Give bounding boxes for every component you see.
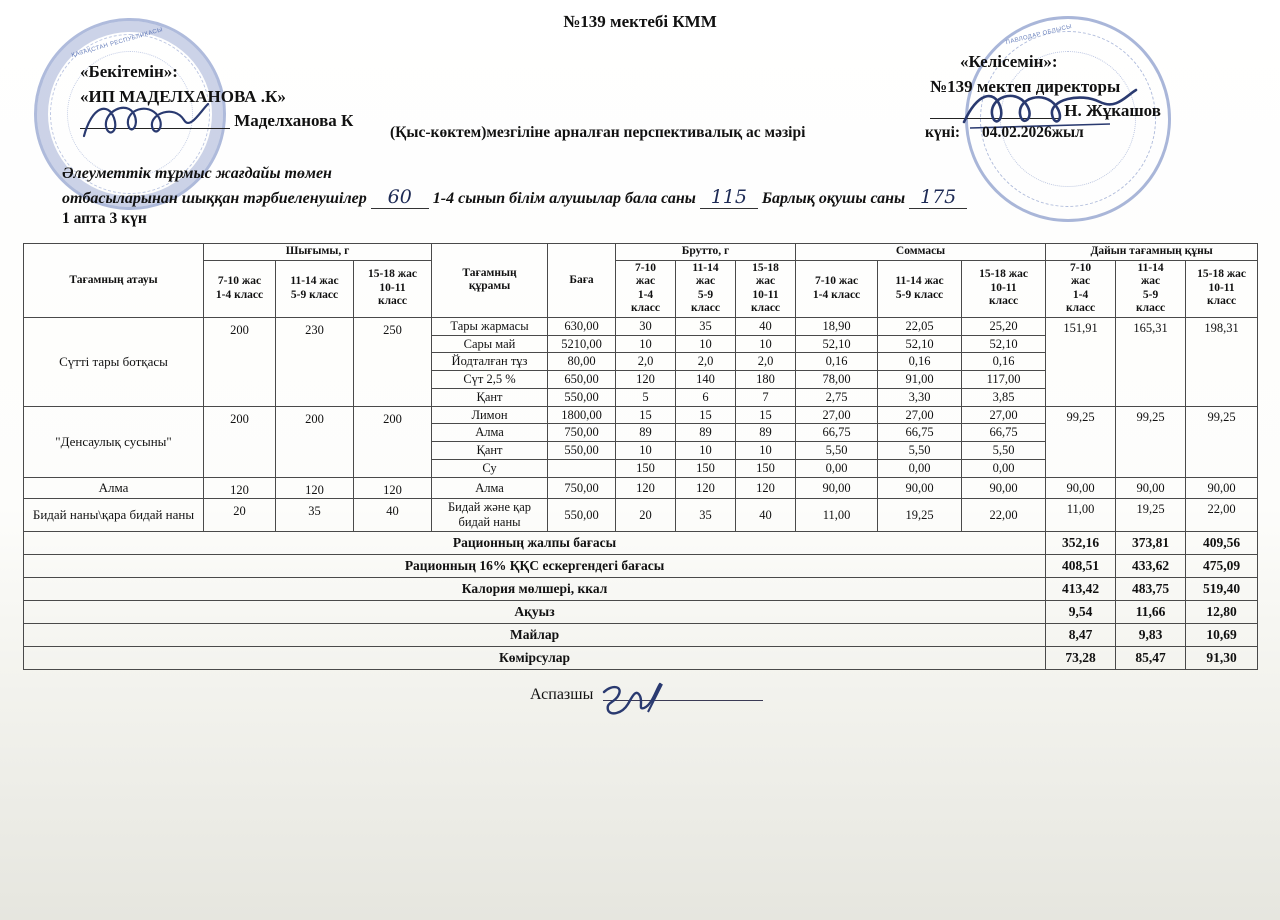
count-low-income-value: 60 xyxy=(371,188,429,209)
cell-price: 750,00 xyxy=(548,477,616,499)
th-composition xyxy=(432,244,548,318)
header-row-subgroup xyxy=(24,260,1258,317)
cell-output-2: 120 xyxy=(354,477,432,499)
cell-brutto-1: 2,0 xyxy=(676,353,736,371)
summary-value-1: 85,47 xyxy=(1116,646,1186,669)
cell-sum-0: 18,90 xyxy=(796,317,878,335)
cell-component: Су xyxy=(432,459,548,477)
approval-left-person: Маделханова К xyxy=(234,111,354,131)
summary-row xyxy=(24,554,1258,577)
th-output-7-10-age: 7-10 жас xyxy=(217,275,262,288)
cell-component: Алма xyxy=(432,424,548,442)
cell-output-1: 230 xyxy=(276,317,354,406)
cell-ready-cost-0: 151,91 xyxy=(1046,317,1116,406)
cell-ready-cost-1: 19,25 xyxy=(1116,499,1186,532)
summary-value-2: 91,30 xyxy=(1186,646,1258,669)
summary-row xyxy=(24,577,1258,600)
cell-dish-name: Сүтті тары ботқасы xyxy=(24,317,204,406)
cell-brutto-2: 180 xyxy=(736,371,796,389)
approval-left-block xyxy=(80,60,353,134)
th-sum-15-18 xyxy=(962,260,1046,317)
cell-ready-cost-0: 11,00 xyxy=(1046,499,1116,532)
cell-sum-0: 78,00 xyxy=(796,371,878,389)
cell-brutto-2: 2,0 xyxy=(736,353,796,371)
social-note-block xyxy=(62,162,967,212)
approval-right-block xyxy=(930,50,1161,124)
th-brutto-7-10-zhas: жас xyxy=(635,275,656,288)
cell-output-2: 200 xyxy=(354,406,432,477)
social-note-line2 xyxy=(62,187,967,212)
th-brutto-15-18-zhas: жас xyxy=(755,275,776,288)
th-sum-15-18-class: 10-11 xyxy=(990,281,1017,294)
summary-value-2: 475,09 xyxy=(1186,554,1258,577)
cell-component: Бидай және қар бидай наны xyxy=(432,499,548,532)
th-sum-group: Соммасы xyxy=(796,244,1046,261)
th-ready-7-10-klass: класс xyxy=(1066,302,1096,315)
th-ready-11-14 xyxy=(1116,260,1186,317)
cell-brutto-0: 30 xyxy=(616,317,676,335)
cell-sum-1: 5,50 xyxy=(878,442,962,460)
cell-brutto-2: 150 xyxy=(736,459,796,477)
cell-sum-2: 0,00 xyxy=(962,459,1046,477)
th-output-15-18-class: 10-11 xyxy=(379,281,406,294)
th-ready-11-14-age: 11-14 xyxy=(1137,261,1164,274)
cell-dish-name: "Денсаулық сусыны" xyxy=(24,406,204,477)
cell-sum-1: 3,30 xyxy=(878,388,962,406)
summary-row xyxy=(24,600,1258,623)
cell-brutto-2: 120 xyxy=(736,477,796,499)
cell-sum-0: 2,75 xyxy=(796,388,878,406)
cell-price: 750,00 xyxy=(548,424,616,442)
cell-ready-cost-1: 99,25 xyxy=(1116,406,1186,477)
cell-price: 650,00 xyxy=(548,371,616,389)
th-brutto-7-10-age: 7-10 xyxy=(634,261,657,274)
cell-sum-1: 19,25 xyxy=(878,499,962,532)
cell-brutto-1: 150 xyxy=(676,459,736,477)
menu-subtitle: (Қыс-көктем)мезгіліне арналған перспективалық ас мәзірі xyxy=(390,124,806,141)
th-output-15-18 xyxy=(354,260,432,317)
th-sum-15-18-age: 15-18 жас xyxy=(979,268,1028,281)
th-sum-11-14-class: 5-9 класс xyxy=(895,288,944,301)
th-ready-7-10-class: 1-4 xyxy=(1072,288,1089,301)
header-row-group xyxy=(24,244,1258,261)
cell-brutto-0: 150 xyxy=(616,459,676,477)
cook-signature-line xyxy=(603,686,763,701)
th-brutto-15-18 xyxy=(736,260,796,317)
th-composition-l2: құрамы xyxy=(468,280,511,293)
th-output-11-14-age: 11-14 жас xyxy=(290,275,339,288)
cell-output-0: 20 xyxy=(204,499,276,532)
cell-brutto-0: 10 xyxy=(616,442,676,460)
th-sum-7-10-class: 1-4 класс xyxy=(812,288,861,301)
cell-output-2: 40 xyxy=(354,499,432,532)
social-note-line1: Әлеуметтік тұрмыс жағдайы төмен xyxy=(62,165,332,182)
cell-price: 630,00 xyxy=(548,317,616,335)
menu-table-wrapper xyxy=(23,243,1257,670)
th-brutto-15-18-age: 15-18 xyxy=(752,261,779,274)
th-brutto-7-10 xyxy=(616,260,676,317)
count-grades-1-4-value: 115 xyxy=(700,188,758,209)
th-brutto-11-14-age: 11-14 xyxy=(692,261,719,274)
cell-ready-cost-0: 99,25 xyxy=(1046,406,1116,477)
cell-brutto-2: 7 xyxy=(736,388,796,406)
summary-value-2: 12,80 xyxy=(1186,600,1258,623)
th-sum-11-14 xyxy=(878,260,962,317)
summary-label: Калория мөлшері, ккал xyxy=(24,577,1046,600)
th-composition-l1: Тағамның xyxy=(462,266,517,279)
cell-component: Сары май xyxy=(432,335,548,353)
th-sum-7-10 xyxy=(796,260,878,317)
cell-sum-2: 25,20 xyxy=(962,317,1046,335)
th-brutto-15-18-klass: класс xyxy=(751,302,781,315)
cell-sum-0: 90,00 xyxy=(796,477,878,499)
th-brutto-7-10-class: 1-4 xyxy=(637,288,654,301)
summary-value-1: 483,75 xyxy=(1116,577,1186,600)
cell-sum-2: 0,16 xyxy=(962,353,1046,371)
cell-component: Сүт 2,5 % xyxy=(432,371,548,389)
cell-sum-1: 66,75 xyxy=(878,424,962,442)
cell-component: Йодталған тұз xyxy=(432,353,548,371)
cell-sum-1: 0,00 xyxy=(878,459,962,477)
th-ready-15-18-klass: класс xyxy=(1207,295,1237,308)
summary-value-0: 408,51 xyxy=(1046,554,1116,577)
cell-output-1: 200 xyxy=(276,406,354,477)
date-block xyxy=(925,124,1084,142)
cell-sum-1: 22,05 xyxy=(878,317,962,335)
cell-brutto-0: 10 xyxy=(616,335,676,353)
th-output-group: Шығымы, г xyxy=(204,244,432,261)
cell-brutto-1: 140 xyxy=(676,371,736,389)
th-ready-11-14-klass: класс xyxy=(1136,302,1166,315)
stamp-left-text: ҚАЗАҚСТАН РЕСПУБЛИКАСЫ xyxy=(71,27,164,59)
th-brutto-7-10-klass: класс xyxy=(630,302,661,315)
cell-brutto-1: 10 xyxy=(676,442,736,460)
cell-price: 1800,00 xyxy=(548,406,616,424)
date-value: 04.02.2026жыл xyxy=(981,124,1084,141)
summary-value-1: 9,83 xyxy=(1116,623,1186,646)
cell-ready-cost-1: 165,31 xyxy=(1116,317,1186,406)
cell-sum-1: 27,00 xyxy=(878,406,962,424)
menu-table-head xyxy=(24,244,1258,318)
cell-sum-2: 66,75 xyxy=(962,424,1046,442)
signature-line-right xyxy=(930,103,1060,119)
th-ready-11-14-class: 5-9 xyxy=(1142,288,1159,301)
cell-output-1: 35 xyxy=(276,499,354,532)
th-price: Баға xyxy=(548,244,616,318)
cell-brutto-1: 10 xyxy=(676,335,736,353)
cell-sum-0: 66,75 xyxy=(796,424,878,442)
summary-row xyxy=(24,646,1258,669)
th-brutto-15-18-class: 10-11 xyxy=(752,288,779,301)
cell-dish-name: Бидай наны\қара бидай наны xyxy=(24,499,204,532)
cell-ready-cost-0: 90,00 xyxy=(1046,477,1116,499)
th-ready-15-18-class: 10-11 xyxy=(1208,281,1235,294)
cell-price: 550,00 xyxy=(548,388,616,406)
summary-label: Көмірсулар xyxy=(24,646,1046,669)
cell-brutto-1: 6 xyxy=(676,388,736,406)
approval-right-heading: «Келісемін»: xyxy=(960,52,1058,71)
cell-sum-2: 90,00 xyxy=(962,477,1046,499)
cell-brutto-0: 20 xyxy=(616,499,676,532)
cell-sum-1: 52,10 xyxy=(878,335,962,353)
summary-value-1: 373,81 xyxy=(1116,531,1186,554)
menu-table-body xyxy=(24,317,1258,531)
cell-sum-2: 5,50 xyxy=(962,442,1046,460)
summary-value-0: 73,28 xyxy=(1046,646,1116,669)
th-output-7-10 xyxy=(204,260,276,317)
cell-brutto-1: 89 xyxy=(676,424,736,442)
cell-sum-2: 27,00 xyxy=(962,406,1046,424)
menu-table-foot xyxy=(24,531,1258,669)
th-output-7-10-class: 1-4 класс xyxy=(215,288,264,301)
summary-value-2: 519,40 xyxy=(1186,577,1258,600)
table-row xyxy=(24,317,1258,335)
cell-sum-1: 91,00 xyxy=(878,371,962,389)
stamp-right-text: ПАВЛОДАР ОБЛЫСЫ xyxy=(1005,23,1073,47)
approval-right-person: Н. Жұкашов xyxy=(1064,101,1161,121)
th-ready-15-18-age: 15-18 жас xyxy=(1197,268,1247,281)
summary-value-2: 409,56 xyxy=(1186,531,1258,554)
cell-ready-cost-2: 22,00 xyxy=(1186,499,1258,532)
summary-value-2: 10,69 xyxy=(1186,623,1258,646)
cell-dish-name: Алма xyxy=(24,477,204,499)
cell-price: 550,00 xyxy=(548,442,616,460)
th-sum-11-14-age: 11-14 жас xyxy=(895,275,944,288)
th-sum-7-10-age: 7-10 жас xyxy=(814,275,859,288)
cell-brutto-2: 89 xyxy=(736,424,796,442)
social-note-text-b: 1-4 сынып білім алушылар бала саны xyxy=(432,189,696,207)
cell-sum-0: 11,00 xyxy=(796,499,878,532)
cell-brutto-1: 35 xyxy=(676,499,736,532)
th-dish-name: Тағамның атауы xyxy=(24,244,204,318)
summary-value-1: 433,62 xyxy=(1116,554,1186,577)
th-ready-11-14-zhas: жас xyxy=(1140,275,1161,288)
cell-output-0: 200 xyxy=(204,406,276,477)
summary-value-1: 11,66 xyxy=(1116,600,1186,623)
social-note-text-a: отбасыларынан шыққан тәрбиеленушілер xyxy=(62,189,367,207)
signature-line-left xyxy=(80,112,230,129)
menu-table xyxy=(23,243,1258,670)
approval-left-org: «ИП МАДЕЛХАНОВА .К» xyxy=(80,86,286,106)
cell-ready-cost-2: 99,25 xyxy=(1186,406,1258,477)
cell-brutto-1: 15 xyxy=(676,406,736,424)
count-total-value: 175 xyxy=(909,188,967,209)
cook-signature-block xyxy=(530,686,763,704)
cell-component: Тары жармасы xyxy=(432,317,548,335)
summary-label: Майлар xyxy=(24,623,1046,646)
th-ready-cost-group: Дайын тағамның құны xyxy=(1046,244,1258,261)
cell-brutto-2: 40 xyxy=(736,317,796,335)
cell-ready-cost-2: 90,00 xyxy=(1186,477,1258,499)
summary-row xyxy=(24,531,1258,554)
social-note-text-c: Барлық оқушы саны xyxy=(761,189,906,207)
week-note: 1 апта 3 күн xyxy=(62,210,147,227)
cell-sum-0: 5,50 xyxy=(796,442,878,460)
cell-sum-0: 52,10 xyxy=(796,335,878,353)
th-output-15-18-age: 15-18 жас xyxy=(368,268,417,281)
cell-brutto-0: 89 xyxy=(616,424,676,442)
cell-brutto-0: 2,0 xyxy=(616,353,676,371)
summary-label: Рационның жалпы бағасы xyxy=(24,531,1046,554)
cell-brutto-2: 15 xyxy=(736,406,796,424)
approval-left-heading: «Бекітемін»: xyxy=(80,62,178,81)
th-sum-15-18-klass: класс xyxy=(989,295,1019,308)
cell-sum-0: 0,16 xyxy=(796,353,878,371)
th-brutto-11-14-class: 5-9 xyxy=(697,288,714,301)
approval-right-org: №139 мектеп директоры xyxy=(930,76,1121,96)
cell-component: Қант xyxy=(432,442,548,460)
cell-price: 80,00 xyxy=(548,353,616,371)
cook-label: Аспазшы xyxy=(530,686,594,703)
date-label: күні: xyxy=(925,124,961,141)
th-output-15-18-klass: класс xyxy=(377,295,408,308)
cell-brutto-0: 15 xyxy=(616,406,676,424)
cell-brutto-2: 10 xyxy=(736,335,796,353)
cell-price xyxy=(548,459,616,477)
table-row xyxy=(24,499,1258,532)
cell-component: Қант xyxy=(432,388,548,406)
th-ready-7-10-zhas: жас xyxy=(1070,275,1091,288)
cell-output-1: 120 xyxy=(276,477,354,499)
cell-output-0: 120 xyxy=(204,477,276,499)
cell-ready-cost-2: 198,31 xyxy=(1186,317,1258,406)
cell-output-2: 250 xyxy=(354,317,432,406)
table-row xyxy=(24,477,1258,499)
th-brutto-11-14 xyxy=(676,260,736,317)
cell-sum-1: 0,16 xyxy=(878,353,962,371)
summary-label: Ақуыз xyxy=(24,600,1046,623)
cell-sum-2: 117,00 xyxy=(962,371,1046,389)
summary-row xyxy=(24,623,1258,646)
cell-ready-cost-1: 90,00 xyxy=(1116,477,1186,499)
cell-brutto-0: 5 xyxy=(616,388,676,406)
cell-component: Лимон xyxy=(432,406,548,424)
cell-sum-0: 27,00 xyxy=(796,406,878,424)
cell-brutto-0: 120 xyxy=(616,477,676,499)
th-ready-15-18 xyxy=(1186,260,1258,317)
th-ready-7-10-age: 7-10 xyxy=(1070,261,1092,274)
th-brutto-11-14-klass: класс xyxy=(690,302,721,315)
th-output-11-14 xyxy=(276,260,354,317)
cell-sum-2: 22,00 xyxy=(962,499,1046,532)
summary-value-0: 413,42 xyxy=(1046,577,1116,600)
cell-brutto-2: 10 xyxy=(736,442,796,460)
cell-sum-2: 52,10 xyxy=(962,335,1046,353)
cell-brutto-2: 40 xyxy=(736,499,796,532)
cell-brutto-1: 120 xyxy=(676,477,736,499)
cell-sum-2: 3,85 xyxy=(962,388,1046,406)
cell-brutto-0: 120 xyxy=(616,371,676,389)
cell-price: 550,00 xyxy=(548,499,616,532)
th-ready-7-10 xyxy=(1046,260,1116,317)
table-row xyxy=(24,406,1258,424)
cell-sum-0: 0,00 xyxy=(796,459,878,477)
th-output-11-14-class: 5-9 класс xyxy=(290,288,339,301)
th-brutto-group: Брутто, г xyxy=(616,244,796,261)
cell-sum-1: 90,00 xyxy=(878,477,962,499)
summary-value-0: 352,16 xyxy=(1046,531,1116,554)
page-title: №139 мектебі КММ xyxy=(563,12,717,31)
cell-brutto-1: 35 xyxy=(676,317,736,335)
summary-label: Рационның 16% ҚҚС ескергендегі бағасы xyxy=(24,554,1046,577)
summary-value-0: 9,54 xyxy=(1046,600,1116,623)
cell-price: 5210,00 xyxy=(548,335,616,353)
summary-value-0: 8,47 xyxy=(1046,623,1116,646)
cell-output-0: 200 xyxy=(204,317,276,406)
th-brutto-11-14-zhas: жас xyxy=(695,275,716,288)
cell-component: Алма xyxy=(432,477,548,499)
